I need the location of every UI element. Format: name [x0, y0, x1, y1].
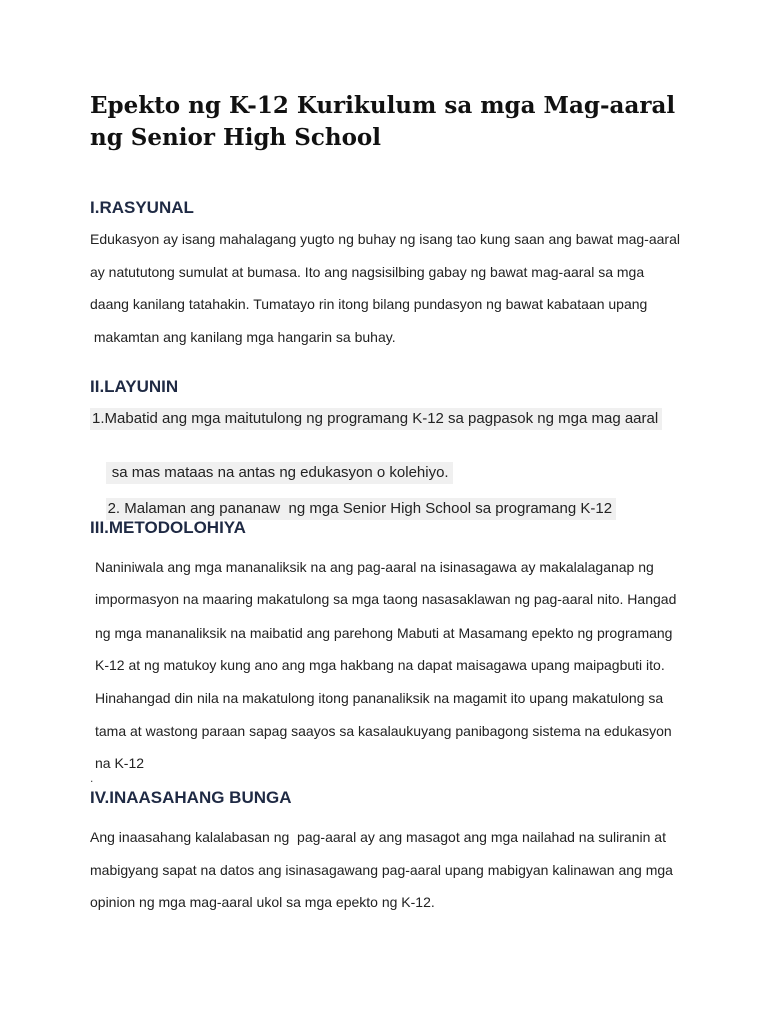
metodolohiya-line-4: K-12 at ng matukoy kung ano ang mga hakbang na dapat maisagawa upang maipagbuti ito. [95, 657, 665, 673]
metodolohiya-line-7: na K-12 [95, 755, 145, 771]
layunin-item-1-cont-text: sa mas mataas na antas ng edukasyon o kolehiyo. [106, 462, 453, 484]
layunin-item-1 [90, 409, 662, 428]
metodolohiya-line-3: ng mga mananaliksik na maibatid ang parehong Mabuti at Masamang epekto ng programang [95, 625, 673, 641]
metodolohiya-line-5: Hinahangad din nila na makatulong itong pananaliksik na magamit ito upang makatulong sa [95, 690, 664, 706]
metodolohiya-line-2: impormasyon na maaring makatulong sa mga taong nasasaklawan ng pag-aaral nito. Hangad [95, 591, 677, 607]
heading-inaasahang-bunga: IV.INAASAHANG BUNGA [90, 788, 292, 807]
title-line-1: Epekto ng K-12 Kurikulum sa mga Mag-aaral [90, 92, 676, 119]
bunga-line-3: opinion ng mga mag-aaral ukol sa mga epekto ng K-12. [90, 894, 435, 910]
rasyunal-line-2: ay natututong sumulat at bumasa. Ito ang nagsisilbing gabay ng bawat mag-aaral sa mga [90, 264, 645, 280]
document-title [90, 90, 730, 154]
heading-rasyunal: I.RASYUNAL [90, 198, 194, 217]
rasyunal-line-1: Edukasyon ay isang mahalagang yugto ng buhay ng isang tao kung saan ang bawat mag-aaral [90, 231, 680, 247]
layunin-item-1-text: 1.Mabatid ang mga maitutulong ng programang K-12 sa pagpasok ng mga mag aaral [90, 408, 662, 430]
heading-layunin: II.LAYUNIN [90, 377, 179, 396]
metodolohiya-line-6: tama at wastong paraan sapag saayos sa kasalaukuyang panibagong sistema na edukasyon [95, 723, 672, 739]
stray-period-mark: . [90, 771, 94, 785]
rasyunal-line-4: makamtan ang kanilang mga hangarin sa buhay. [90, 329, 396, 345]
title-line-2: ng Senior High School [90, 124, 382, 151]
rasyunal-line-3: daang kanilang tatahakin. Tumatayo rin itong bilang pundasyon ng bawat kabataan upang [90, 296, 648, 312]
heading-metodolohiya: III.METODOLOHIYA [90, 518, 246, 537]
bunga-line-1: Ang inaasahang kalalabasan ng pag-aaral ay ang masagot ang mga nailahad na suliranin at [90, 829, 666, 845]
metodolohiya-line-1: Naniniwala ang mga mananaliksik na ang pag-aaral na isinasagawa ay makalalaganap ng [95, 559, 654, 575]
bunga-line-2: mabigyang sapat na datos ang isinasagawang pag-aaral upang mabigyan kalinawan ang mga [90, 862, 673, 878]
layunin-item-2-text: 2. Malaman ang pananaw ng mga Senior High School sa programang K-12 [106, 498, 616, 520]
